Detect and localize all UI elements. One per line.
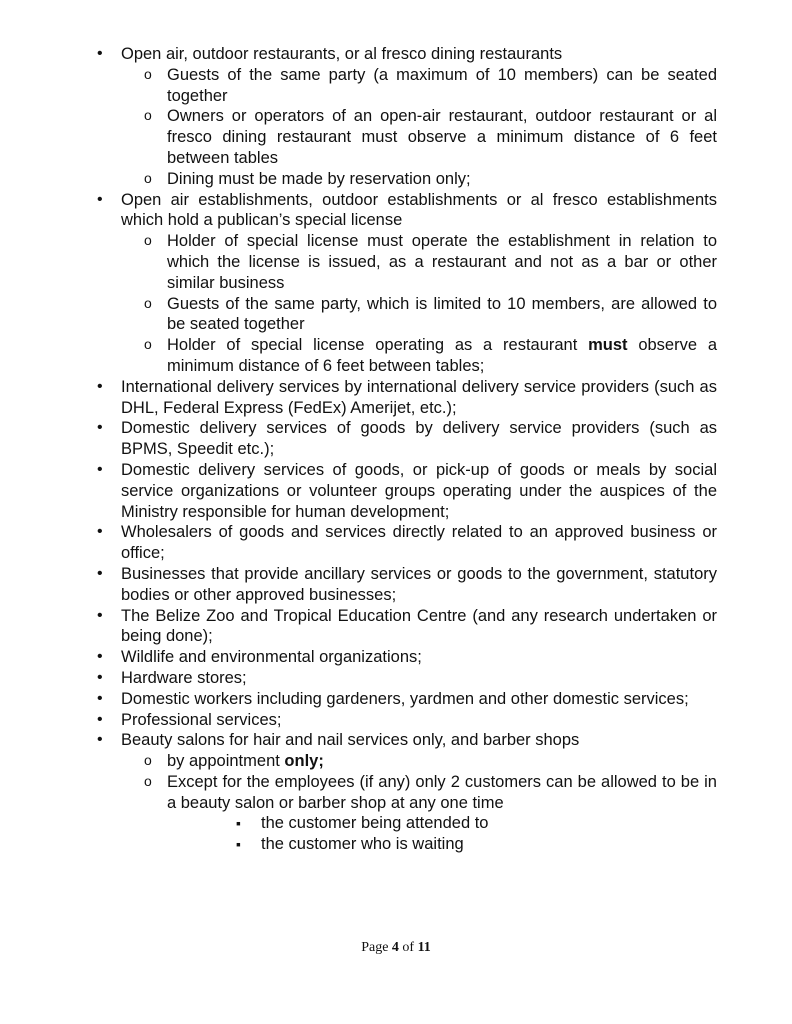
sub-sub-item-text: the customer being attended to [261,814,489,833]
sub-item [121,169,717,190]
item-text: Domestic workers including gardeners, yardmen and other domestic services; [121,689,689,708]
list-item [97,460,717,522]
sub-list [121,751,717,855]
list-item [97,564,717,606]
item-text: Domestic delivery services of goods by delivery service providers (such as BPMS, Speedit etc.); [121,419,717,459]
list-item [97,606,717,648]
list-item [97,647,717,668]
emphasis-text: must [588,336,628,355]
sub-sub-item [167,834,717,855]
page-label: Page [361,940,392,955]
sub-item-text: Dining must be made by reservation only; [167,169,471,188]
list-item [97,689,717,710]
list-item [97,377,717,419]
list-item [97,418,717,460]
bullet-list [97,44,717,855]
sub-sub-item-text: the customer who is waiting [261,835,464,854]
sub-item [121,335,717,377]
list-item [97,730,717,855]
sub-item [121,751,717,772]
page-number: 4 [391,940,399,955]
sub-item-text: Guests of the same party (a maximum of 10 members) can be seated together [167,65,717,105]
sub-item-text: Holder of special license operating as a restaurant [167,336,589,355]
list-item [97,668,717,689]
item-text: Wildlife and environmental organizations; [121,648,422,667]
item-text: Beauty salons for hair and nail services only, and barber shops [121,731,580,750]
list-item [97,190,717,377]
page-of-label: of [398,940,418,955]
item-text: The Belize Zoo and Tropical Education Centre (and any research undertaken or being done); [121,606,717,646]
sub-sub-item [167,813,717,834]
sub-item-text: Holder of special license must operate the establishment in relation to which the license is issued, as a restaurant and not as a bar or other similar business [167,232,717,292]
item-text: Open air establishments, outdoor establishments or al fresco establishments which hold a publican’s special license [121,190,717,230]
sub-item [121,772,717,855]
item-text: Hardware stores; [121,668,247,687]
list-item [97,710,717,731]
emphasis-text: only; [284,752,324,771]
sub-item [121,231,717,293]
document-page [97,44,717,855]
sub-sub-list [167,813,717,855]
item-text: Wholesalers of goods and services directly related to an approved business or office; [121,523,717,563]
sub-list [121,231,717,377]
page-total: 11 [417,940,431,955]
sub-item [121,294,717,336]
item-text: International delivery services by international delivery service providers (such as DHL, Federal Express (FedEx) Amerijet, etc.); [121,377,717,417]
sub-item-text: Guests of the same party, which is limited to 10 members, are allowed to be seated together [167,294,717,334]
list-item [97,522,717,564]
page-footer [0,940,792,956]
sub-list [121,65,717,190]
sub-item-text: observe a minimum distance of 6 feet between tables; [167,336,717,375]
item-text: Businesses that provide ancillary services or goods to the government, statutory bodies or other approved businesses; [121,564,717,604]
item-text: Domestic delivery services of goods, or pick-up of goods or meals by social service organizations or volunteer groups operating under the auspices of the Ministry responsible for human development; [121,460,717,521]
sub-item-text: Except for the employees (if any) only 2 customers can be allowed to be in a beauty salon or barber shop at any one time [167,772,717,812]
sub-item-text: by appointment [167,752,285,771]
sub-item [121,65,717,107]
sub-item [121,106,717,168]
list-item [97,44,717,190]
item-text: Open air, outdoor restaurants, or al fresco dining restaurants [121,45,563,63]
item-text: Professional services; [121,710,282,729]
sub-item-text: Owners or operators of an open-air restaurant, outdoor restaurant or al fresco dining restaurant must observe a minimum distance of 6 feet between tables [167,107,717,167]
